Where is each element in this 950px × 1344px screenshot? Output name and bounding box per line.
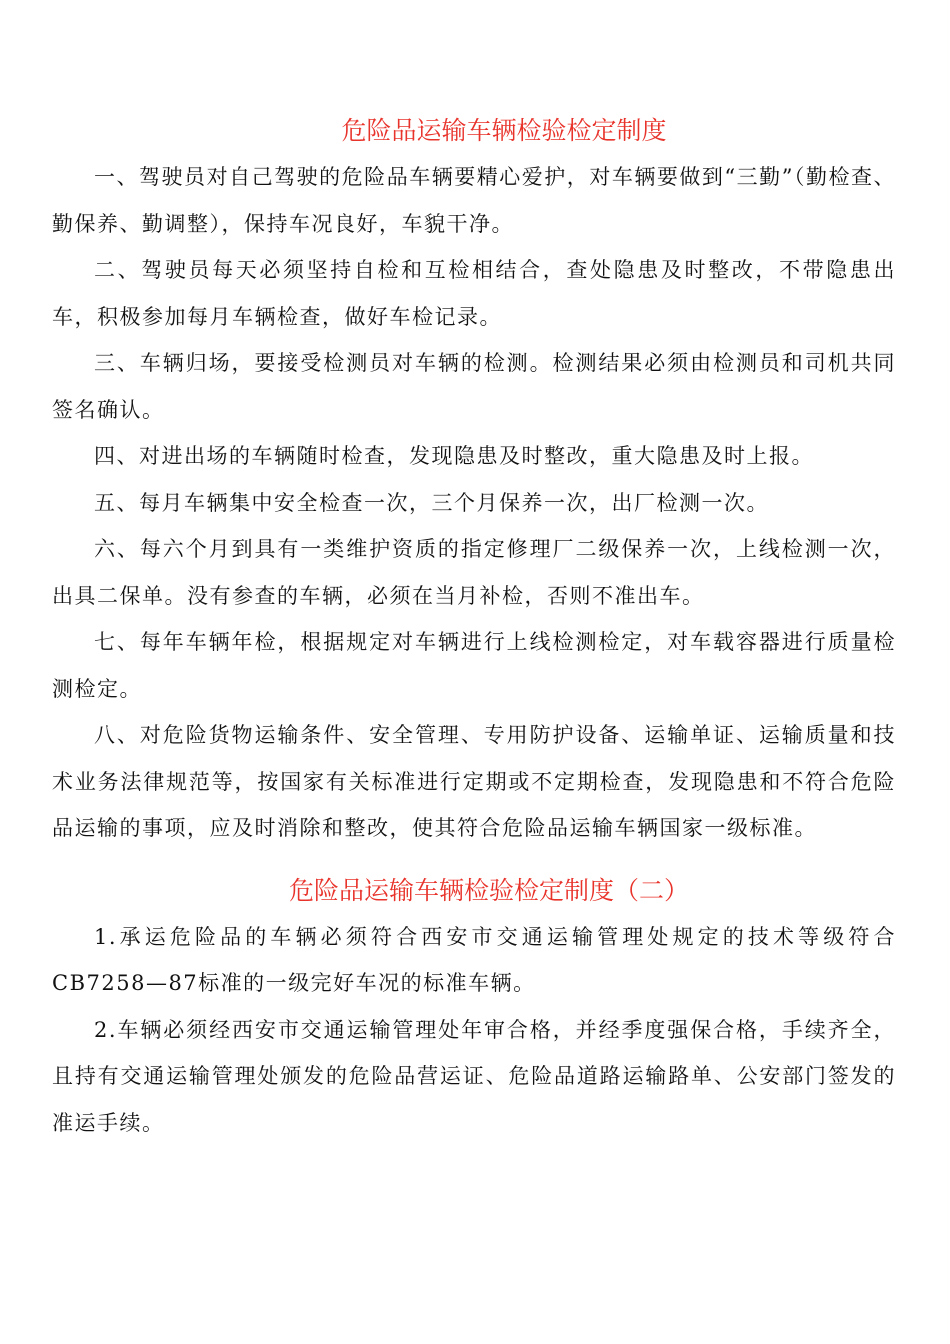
section-1-paragraph-3: 三、车辆归场，要接受检测员对车辆的检测。检测结果必须由检测员和司机共同签名确认。 xyxy=(52,351,896,422)
section-1-title: 危险品运输车辆检验检定制度 xyxy=(341,116,667,145)
document-body xyxy=(52,108,896,1146)
section-1-paragraph-4: 四、对进出场的车辆随时检查，发现隐患及时整改，重大隐患及时上报。 xyxy=(94,444,814,468)
section-1-paragraph-8: 八、对危险货物运输条件、安全管理、专用防护设备、运输单证、运输质量和技术业务法律规范等，按国家有关标准进行定期或不定期检查，发现隐患和不符合危险品运输的事项，应及时消除和整改，使其符合危险品运输车辆国家一级标准。 xyxy=(52,723,896,840)
section-1-paragraph-5: 五、每月车辆集中安全检查一次，三个月保养一次，出厂检测一次。 xyxy=(94,490,769,515)
section-1-paragraph-7: 七、每年车辆年检，根据规定对车辆进行上线检测检定，对车载容器进行质量检测检定。 xyxy=(52,630,896,701)
section-2-paragraph-1: 1.承运危险品的车辆必须符合西安市交通运输管理处规定的技术等级符合CB7258—87标准的一级完好车况的标准车辆。 xyxy=(52,924,896,995)
section-2-title: 危险品运输车辆检验检定制度（二） xyxy=(288,875,689,905)
section-1-paragraph-6: 六、每六个月到具有一类维护资质的指定修理厂二级保养一次，上线检测一次，出具二保单。没有参查的车辆，必须在当月补检，否则不准出车。 xyxy=(52,537,896,608)
section-1-paragraph-2: 二、驾驶员每天必须坚持自检和互检相结合，查处隐患及时整改，不带隐患出车，积极参加每月车辆检查，做好车检记录。 xyxy=(52,258,896,329)
section-2-paragraph-2: 2.车辆必须经西安市交通运输管理处年审合格，并经季度强保合格，手续齐全，且持有交通运输管理处颁发的危险品营运证、危险品道路运输路单、公安部门签发的准运手续。 xyxy=(52,1017,896,1135)
section-1-paragraph-1: 一、驾驶员对自己驾驶的危险品车辆要精心爱护，对车辆要做到“三勤”（勤检查、勤保养、勤调整），保持车况良好，车貌干净。 xyxy=(52,165,896,236)
